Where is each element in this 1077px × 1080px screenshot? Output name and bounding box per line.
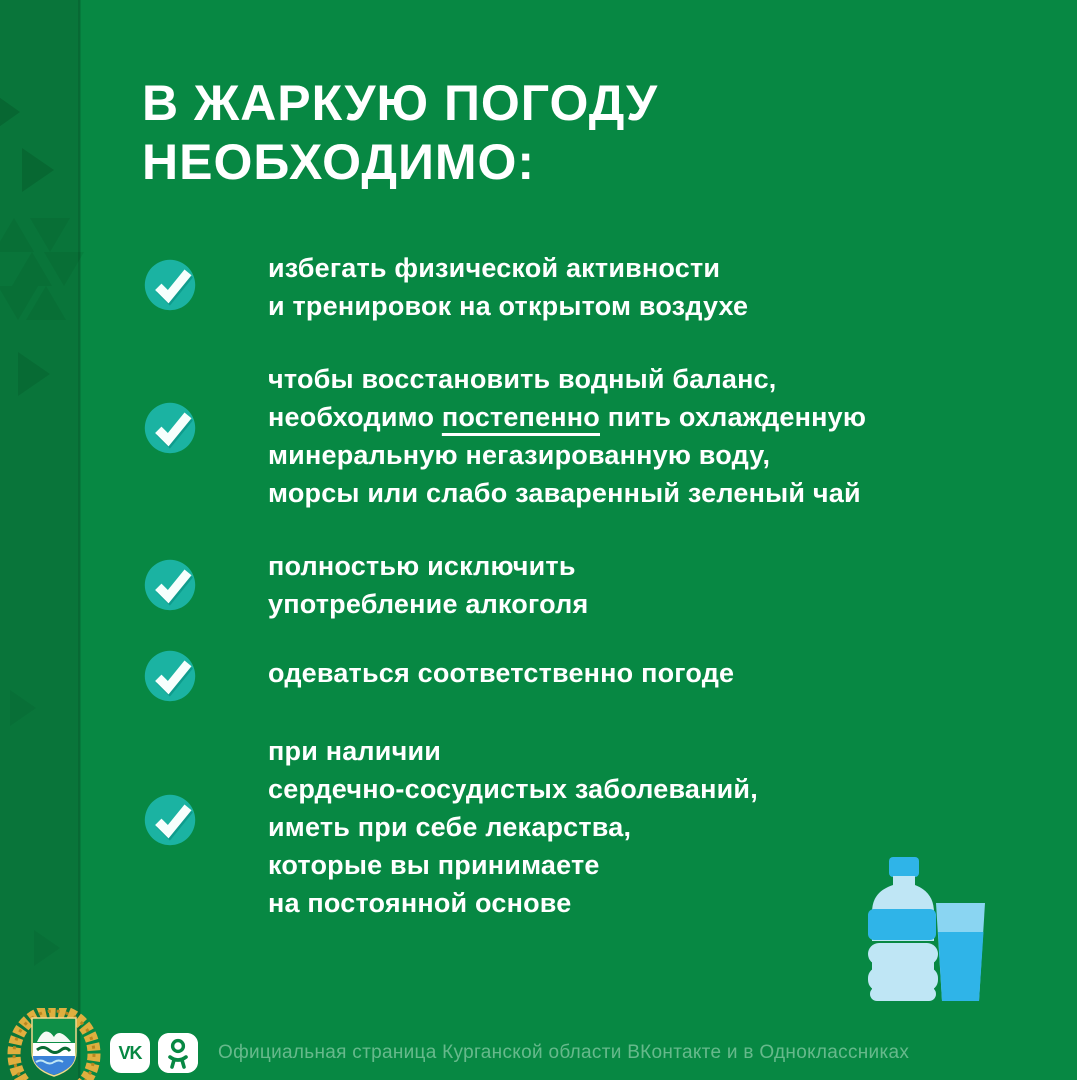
underlined-word: постепенно [441, 402, 600, 432]
check-circle-icon [143, 558, 197, 612]
check-circle-icon [143, 793, 197, 847]
item-line: необходимо [268, 402, 442, 432]
checklist-item-5 [268, 732, 758, 922]
item-line: пить охлажденную [600, 402, 867, 432]
kurgan-oblast-coat-of-arms-icon [6, 1008, 102, 1080]
triangle-decor-icon [10, 690, 36, 726]
item-line: чтобы восстановить водный баланс, [268, 364, 777, 394]
item-line: минеральную негазированную воду, [268, 440, 771, 470]
check-circle-icon [143, 258, 197, 312]
strip-divider [78, 0, 81, 1080]
triangle-decor-icon [26, 286, 66, 320]
odnoklassniki-logo-icon [158, 1033, 198, 1073]
footer-caption: Официальная страница Курганской области ВКонтакте и в Одноклассниках [218, 1042, 910, 1063]
checklist-item-4 [268, 654, 734, 692]
triangle-decor-icon [34, 930, 60, 966]
item-line: полностью исключить [268, 551, 576, 581]
item-line: на постоянной основе [268, 888, 572, 918]
check-circle-icon [143, 649, 197, 703]
item-line: морсы или слабо заваренный зеленый чай [268, 478, 861, 508]
title-line-1: В ЖАРКУЮ ПОГОДУ [142, 75, 659, 131]
item-line: при наличии [268, 736, 442, 766]
item-line: которые вы принимаете [268, 850, 600, 880]
item-line: иметь при себе лекарства, [268, 812, 632, 842]
vk-logo-label: VK [118, 1042, 142, 1063]
checklist-item-1 [268, 249, 748, 325]
triangle-decor-icon [18, 352, 50, 396]
check-circle-icon [143, 401, 197, 455]
checklist-item-2 [268, 360, 866, 512]
vk-logo-icon [110, 1033, 150, 1073]
item-line: одеваться соответственно погоде [268, 658, 735, 688]
item-line: и тренировок на открытом воздухе [268, 291, 749, 321]
triangle-decor-icon [0, 218, 34, 252]
triangle-decor-icon [0, 88, 20, 136]
poster-title [142, 74, 658, 192]
item-line: употребление алкоголя [268, 589, 589, 619]
triangle-decor-icon [30, 218, 70, 252]
triangle-decor-icon [22, 148, 54, 192]
item-line: избегать физической активности [268, 253, 721, 283]
item-line: сердечно-сосудистых заболеваний, [268, 774, 758, 804]
checklist-item-3 [268, 547, 588, 623]
left-decor-strip [0, 0, 80, 1080]
water-bottle-and-glass-icon [860, 853, 990, 1005]
title-line-2: НЕОБХОДИМО: [142, 134, 536, 190]
